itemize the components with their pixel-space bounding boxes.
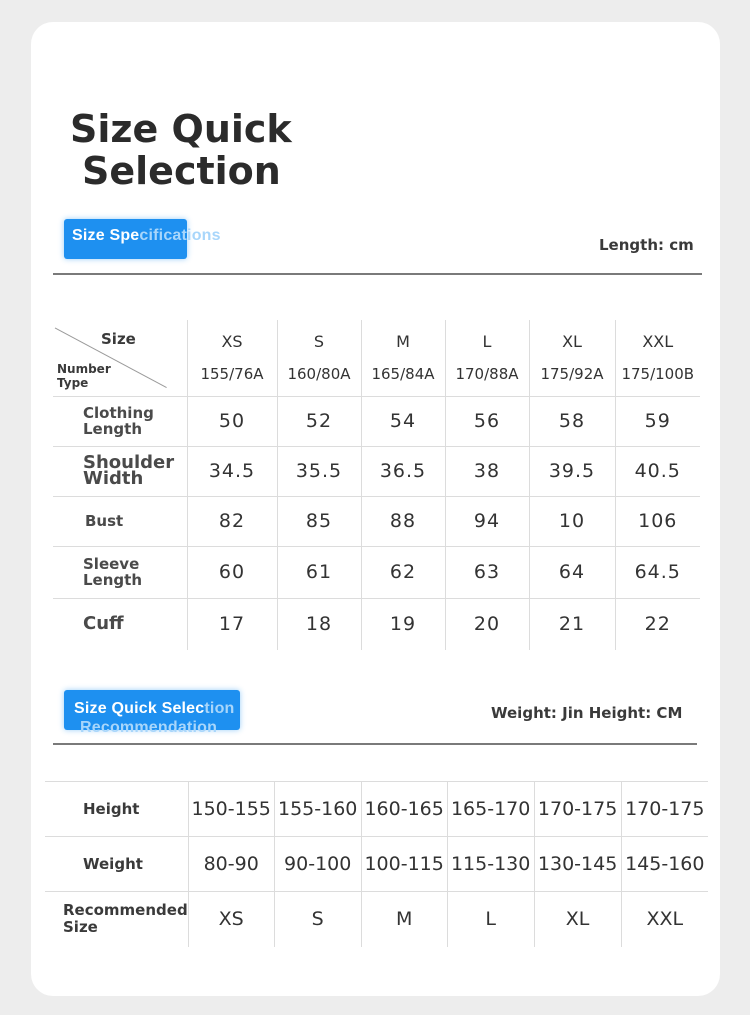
recommendation-cell: XL [534,892,621,947]
recommendation-cell: 130-145 [534,837,621,892]
recommendation-cell: 115-130 [447,837,534,892]
size-column-header [277,320,361,396]
spec-divider [53,273,702,275]
rec-section-badge-label: Size Quick Selection [74,700,235,717]
recommendation-row [45,837,708,892]
spec-cell: 106 [615,496,700,546]
spec-cell: 58 [529,396,615,446]
spec-row-label: Bust [53,496,187,546]
spec-cell: 10 [529,496,615,546]
spec-cell: 56 [445,396,529,446]
spec-unit-label: Length: cm [599,236,694,254]
recommendation-row-label: Height [45,782,188,837]
spec-cell: 64.5 [615,546,700,598]
size-column-header [529,320,615,396]
size-label: L [482,332,492,352]
recommendation-cell: 100-115 [361,837,447,892]
spec-cell: 94 [445,496,529,546]
recommendation-cell: 170-175 [621,782,708,837]
spec-row-label: Cuff [53,598,187,650]
recommendation-cell: 150-155 [188,782,274,837]
number-type-label: 155/76A [200,365,264,384]
recommendation-row [45,782,708,837]
spec-cell: 38 [445,446,529,496]
size-column-header [187,320,277,396]
size-column-header [445,320,529,396]
recommendation-cell: 170-175 [534,782,621,837]
spec-row-label: Clothing Length [53,396,187,446]
spec-cell: 63 [445,546,529,598]
spec-cell: 40.5 [615,446,700,496]
recommendation-row [45,892,708,947]
recommendation-cell: 80-90 [188,837,274,892]
spec-cell: 50 [187,396,277,446]
spec-cell: 18 [277,598,361,650]
spec-row-label: Sleeve Length [53,546,187,598]
spec-cell: 85 [277,496,361,546]
size-label: M [396,332,410,352]
spec-cell: 19 [361,598,445,650]
spec-row [53,546,700,598]
recommendation-cell: 155-160 [274,782,361,837]
size-label: S [313,332,325,352]
spec-cell: 62 [361,546,445,598]
size-label: XS [221,332,243,352]
spec-cell: 60 [187,546,277,598]
rec-section-badge-label-line2: Recommendation [80,719,218,736]
spec-section-badge-label: Size Specifications [72,227,221,244]
size-column-header [361,320,445,396]
recommendation-row-label: Recommended Size [45,892,188,947]
header-size-label: Size [101,330,136,348]
spec-row-label: Shoulder Width [53,446,187,496]
number-type-label: 175/92A [540,365,604,384]
recommendation-cell: 165-170 [447,782,534,837]
recommendation-cell: 160-165 [361,782,447,837]
size-recommendation-table [45,781,708,947]
spec-row [53,446,700,496]
page-title-line2: Selection [82,149,281,193]
number-type-label: 165/84A [371,365,435,384]
recommendation-cell: 145-160 [621,837,708,892]
rec-divider [53,743,697,745]
recommendation-cell: L [447,892,534,947]
spec-cell: 39.5 [529,446,615,496]
header-number-type-label: Number Type [57,362,111,390]
recommendation-row-label: Weight [45,837,188,892]
spec-row [53,396,700,446]
size-label: XL [562,332,582,352]
recommendation-cell: S [274,892,361,947]
spec-cell: 34.5 [187,446,277,496]
number-type-label: 170/88A [455,365,519,384]
spec-cell: 88 [361,496,445,546]
spec-cell: 82 [187,496,277,546]
spec-cell: 35.5 [277,446,361,496]
spec-cell: 20 [445,598,529,650]
spec-header-row [53,320,700,396]
spec-row [53,598,700,650]
spec-cell: 36.5 [361,446,445,496]
rec-unit-label: Weight: Jin Height: CM [491,704,683,722]
recommendation-cell: M [361,892,447,947]
size-column-header [615,320,700,396]
recommendation-cell: XXL [621,892,708,947]
recommendation-cell: 90-100 [274,837,361,892]
number-type-label: 175/100B [621,365,695,384]
spec-cell: 64 [529,546,615,598]
number-type-label: 160/80A [287,365,351,384]
spec-cell: 54 [361,396,445,446]
page-title-line1: Size Quick [70,107,292,151]
spec-cell: 17 [187,598,277,650]
spec-corner-cell [53,320,187,396]
spec-cell: 59 [615,396,700,446]
spec-row [53,496,700,546]
page-title [70,108,292,192]
spec-cell: 61 [277,546,361,598]
size-label: XXL [642,332,674,352]
spec-cell: 21 [529,598,615,650]
spec-cell: 22 [615,598,700,650]
recommendation-cell: XS [188,892,274,947]
size-spec-table [53,320,700,650]
spec-cell: 52 [277,396,361,446]
